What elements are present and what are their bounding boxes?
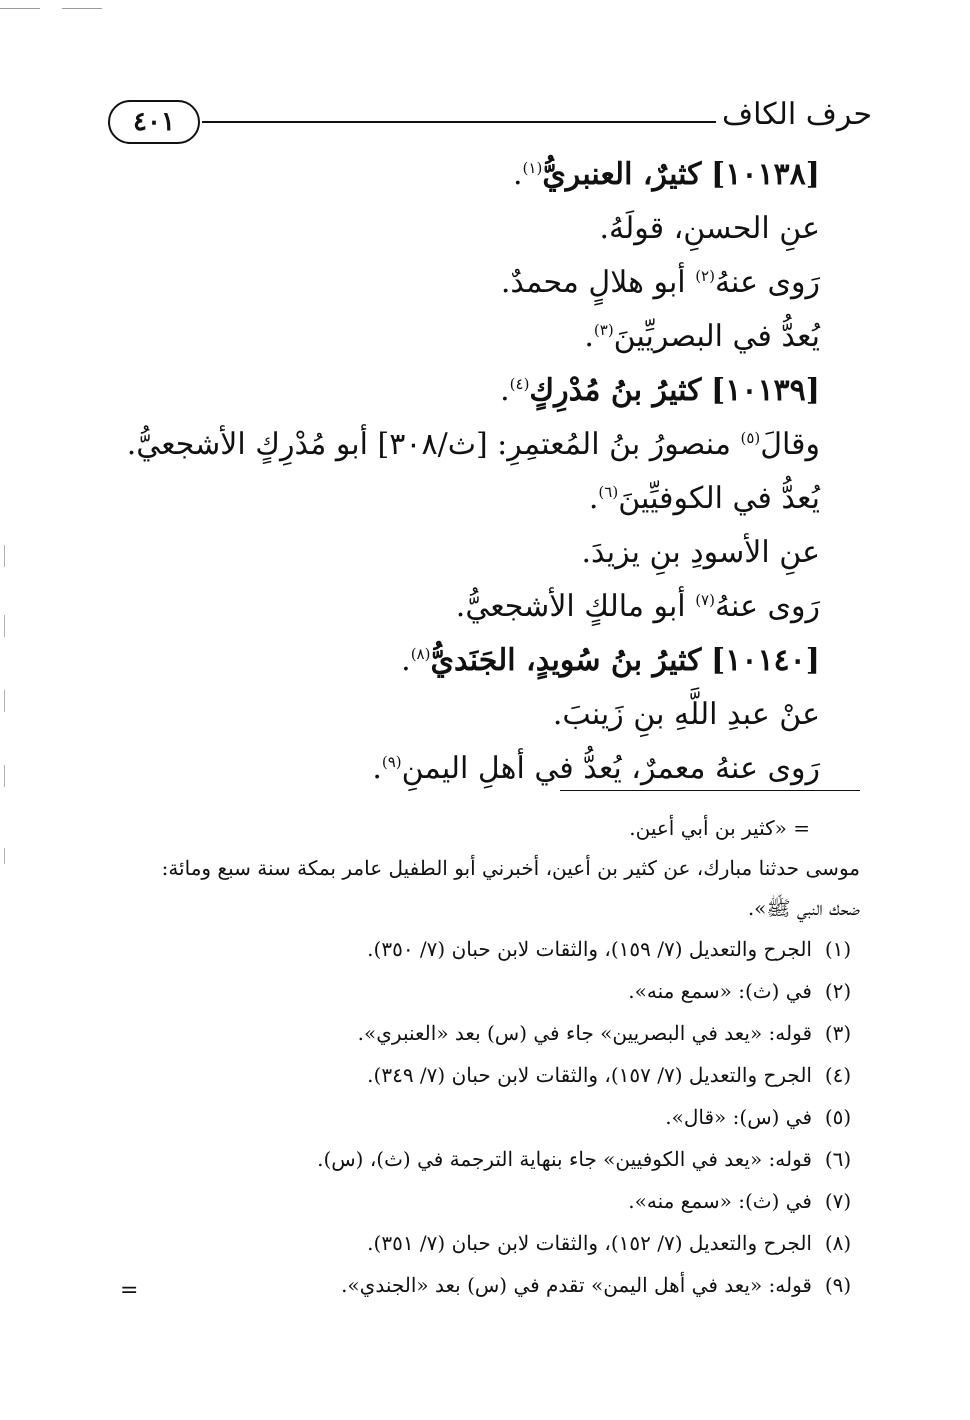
entry-name: كثيرُ بنُ مُدْرِكٍ xyxy=(529,373,702,408)
footnote-ref: (٨) xyxy=(410,645,431,663)
header-rule xyxy=(202,121,716,123)
scan-edge-rule xyxy=(0,8,40,9)
text-line: عنِ الحسنِ، قولَهُ. xyxy=(599,211,820,246)
footnote xyxy=(100,1012,860,1054)
footnote-mark: (٧) xyxy=(824,1189,852,1213)
footnote xyxy=(100,1096,860,1138)
footnote-mark: (٣) xyxy=(824,1021,852,1045)
footnote-ref: (٣) xyxy=(593,321,614,339)
text-line: يُعدُّ في البصريِّينَ$^{(٣)}$. xyxy=(584,319,820,354)
footnote xyxy=(100,1180,860,1222)
footnote-text: في (ث): «سمع منه». xyxy=(628,1189,812,1213)
footnote-mark: (٦) xyxy=(824,1147,852,1171)
margin-tick xyxy=(4,765,5,787)
margin-tick xyxy=(4,615,5,637)
footnote-text: قوله: «يعد في الكوفيين» جاء بنهاية الترجمة في (ث)، (س). xyxy=(317,1147,812,1171)
margin-tick xyxy=(4,545,5,567)
page-number-badge xyxy=(108,100,200,144)
footnote xyxy=(100,928,860,970)
footnote xyxy=(100,1054,860,1096)
footnote-mark: (٩) xyxy=(824,1273,852,1297)
footnote-text: في (ث): «سمع منه». xyxy=(628,979,812,1003)
footnote-ref: (٦) xyxy=(598,483,619,501)
footnotes xyxy=(100,808,860,1306)
text-line: عنْ عبدِ اللَّهِ بنِ زَينبَ. xyxy=(552,697,820,732)
footnote-continuation-line: = «كثير بن أبي أعين. xyxy=(629,816,810,840)
footnote-text: في (س): «قال». xyxy=(665,1105,812,1129)
footnote-mark: (١) xyxy=(824,937,852,961)
footnote-ref: (٧) xyxy=(695,591,715,609)
text-line: يُعدُّ في الكوفيِّينَ$^{(٦)}$. xyxy=(588,481,820,516)
entry-number: [١٠١٣٩] xyxy=(711,373,820,408)
footnote-continuation-line: موسى حدثنا مبارك، عن كثير بن أعين، أخبرني أبو الطفيل عامر بمكة سنة سبع ومائة: xyxy=(161,856,860,880)
footnote-mark: (٨) xyxy=(824,1231,852,1255)
footnote-text: قوله: «يعد في البصريين» جاء في (س) بعد «العنبري». xyxy=(357,1021,812,1045)
text-line: عنِ الأسودِ بنِ يزيدَ. xyxy=(581,535,820,570)
footnote-mark: (٥) xyxy=(824,1105,852,1129)
entry-name: كثيرُ بنُ سُويدٍ، الجَنَديُّ xyxy=(430,643,702,678)
text-line: رَوى عنهُ معمرٌ، يُعدُّ في أهلِ اليمنِ$^{(٩)}$. xyxy=(372,751,820,786)
footnote-ref: (١) xyxy=(522,159,543,177)
footnote xyxy=(100,1222,860,1264)
entry-heading: [١٠١٤٠] كثيرُ بنُ سُويدٍ، الجَنَديُّ$^{(٨)}$. xyxy=(401,643,820,678)
text-line: رَوى عنهُ$^{(٢)}$ أبو هلالٍ محمدٌ. xyxy=(500,265,820,300)
scan-edge-rule xyxy=(62,8,102,9)
footnote-mark: (٢) xyxy=(824,979,852,1003)
footnote xyxy=(100,1264,860,1306)
footnote-ref: (٩) xyxy=(381,753,402,771)
entry-heading: [١٠١٣٩] كثيرُ بنُ مُدْرِكٍ$^{(٤)}$. xyxy=(500,373,820,408)
footnote-text: الجرح والتعديل (٧/ ١٥٧)، والثقات لابن حبان (٧/ ٣٤٩). xyxy=(367,1063,812,1087)
footnote-mark: (٤) xyxy=(824,1063,852,1087)
footnote-ref: (٢) xyxy=(695,267,715,285)
text-line: رَوى عنهُ$^{(٧)}$ أبو مالكٍ الأشجعيُّ. xyxy=(455,589,820,624)
main-text xyxy=(126,148,820,796)
continuation-mark: = xyxy=(120,1278,139,1303)
footnote-ref: (٤) xyxy=(509,375,530,393)
footnote-text: الجرح والتعديل (٧/ ١٥٢)، والثقات لابن حبان (٧/ ٣٥١). xyxy=(367,1231,812,1255)
margin-tick xyxy=(4,690,5,712)
page-number: ٤٠١ xyxy=(133,107,175,137)
entry-heading: [١٠١٣٨] كثيرٌ، العنبريُّ$^{(١)}$. xyxy=(512,157,820,192)
footnote xyxy=(100,970,860,1012)
margin-tick xyxy=(4,848,5,864)
entry-number: [١٠١٤٠] xyxy=(711,643,820,678)
footnote xyxy=(100,1138,860,1180)
footnote-text: الجرح والتعديل (٧/ ١٥٩)، والثقات لابن حبان (٧/ ٣٥٠). xyxy=(367,937,812,961)
running-head: حرف الكاف xyxy=(721,97,872,132)
entry-name: كثيرٌ، العنبريُّ xyxy=(542,157,702,192)
footnote-continuation-line: ضحك النبي ﷺ». xyxy=(747,896,860,920)
footnote-text: قوله: «يعد في أهل اليمن» تقدم في (س) بعد «الجندي». xyxy=(341,1273,812,1297)
entry-number: [١٠١٣٨] xyxy=(711,157,820,192)
text-line: وقالَ$^{(٥)}$ منصورُ بنُ المُعتمِرِ: [ث/٣٠٨] أبو مُدْرِكٍ الأشجعيُّ. xyxy=(126,427,820,462)
footnote-ref: (٥) xyxy=(740,429,761,447)
footnote-separator xyxy=(560,790,860,791)
